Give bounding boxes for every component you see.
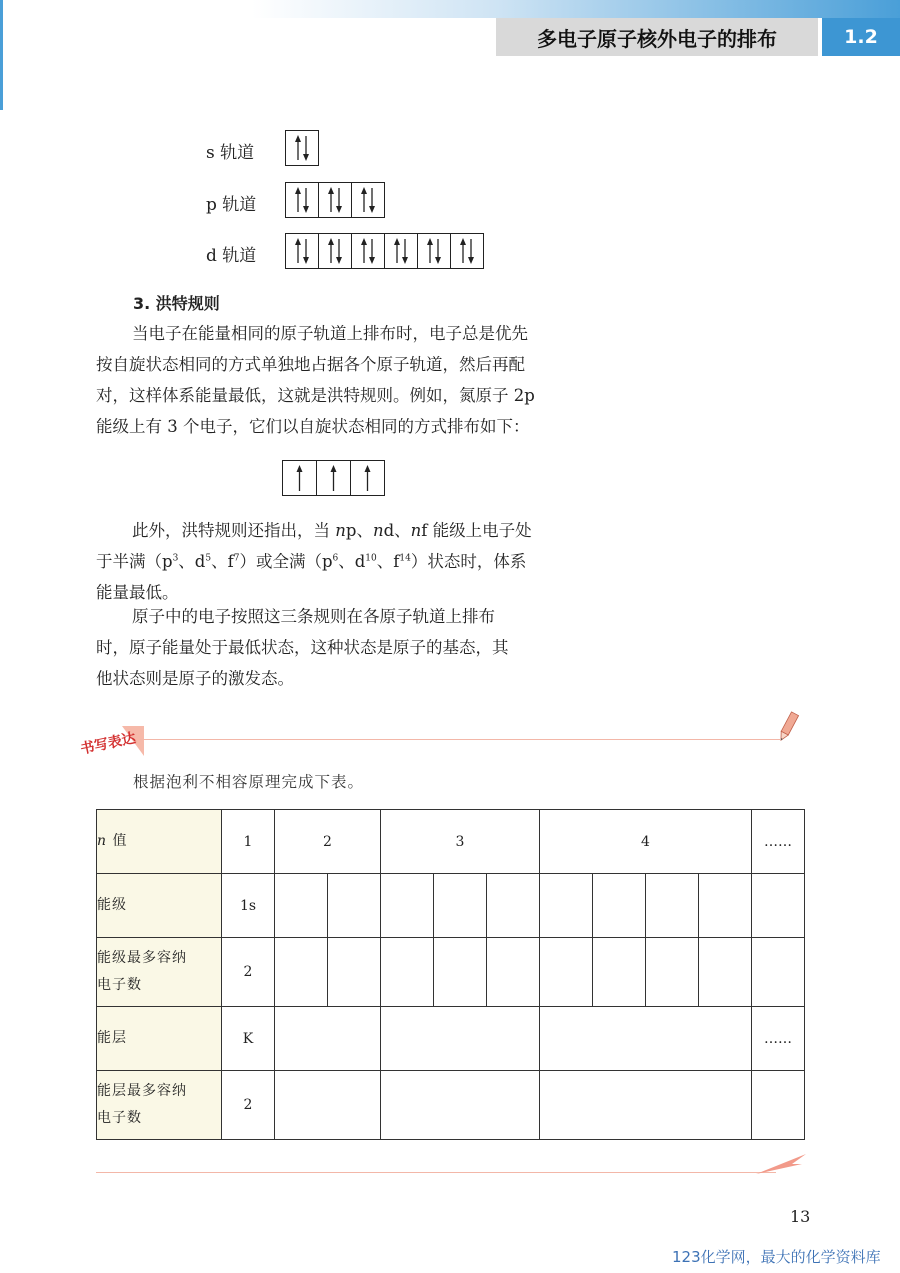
p-orbital-label: p 轨道 [206,195,257,215]
arrow-icon [756,1150,808,1176]
hund-paragraph-1 [96,318,576,442]
superscript: 6 [332,553,339,564]
text-span: p、 [345,521,373,540]
superscript: 3 [172,553,179,564]
text-span: ）状态时，体系 [410,552,527,571]
blank-cell[interactable] [381,938,434,1007]
section-heading: 3. 洪特规则 [133,294,220,313]
blank-cell[interactable] [540,1007,752,1071]
page-number: 13 [790,1207,811,1226]
shell-k-cell: K [222,1007,275,1071]
orbital-box-up-down [319,183,352,217]
shell-more-cell: …… [752,1007,805,1071]
s-orbital-label: s 轨道 [206,143,255,163]
blank-cell[interactable] [752,874,805,938]
text-span: 、d [178,552,206,571]
n-2-cell: 2 [275,810,381,874]
orbital-box-up [317,461,351,495]
text-span: 于半满（p [96,552,173,571]
header-line: 能层最多容纳 [97,1083,187,1099]
blank-cell[interactable] [434,874,487,938]
shell-max-k-cell: 2 [222,1071,275,1140]
top-gradient-bar [0,0,900,18]
table-row-n [97,810,805,874]
orbital-box-up-down [319,234,352,268]
blank-cell[interactable] [646,874,699,938]
blank-cell[interactable] [275,874,328,938]
table-row-level-max [97,938,805,1007]
orbital-box-up-down [286,234,319,268]
text-line [96,601,576,632]
text-span: 此外，洪特规则还指出，当 [132,521,336,540]
italic-n: n [97,833,108,849]
level-max-header [97,938,222,1007]
text-line [96,515,576,546]
text-span: d、 [383,521,411,540]
table-row-shell [97,1007,805,1071]
orbital-box-up-down [352,183,384,217]
blank-cell[interactable] [328,938,381,1007]
blank-cell[interactable] [540,874,593,938]
text-line [96,318,576,349]
text-line [96,546,576,577]
header-line: 能级最多容纳 [97,950,187,966]
text-span: ）或全满（p [239,552,333,571]
blank-cell[interactable] [434,938,487,1007]
text-line: 能量最低。 [96,583,179,602]
blank-cell[interactable] [487,874,540,938]
bottom-divider-line [96,1172,776,1173]
orbital-box-up-down [418,234,451,268]
superscript: 7 [233,553,240,564]
section-number: 1.2 [822,18,900,56]
orbital-box-up-down [352,234,385,268]
p-orbital-boxes [285,182,385,218]
orbital-box-up [283,461,317,495]
italic-n: n [372,521,384,540]
text-span: f 能级上电子处 [421,521,532,540]
blank-cell[interactable] [593,938,646,1007]
blank-cell[interactable] [540,938,593,1007]
blank-cell[interactable] [699,938,752,1007]
n-value-header [97,810,222,874]
header-line: 电子数 [97,1110,142,1126]
blank-cell[interactable] [381,1007,540,1071]
table-row-shell-max [97,1071,805,1140]
section-divider-line [140,739,780,740]
footer-watermark: 123化学网，最大的化学资料库 [672,1248,881,1266]
blank-cell[interactable] [540,1071,752,1140]
header-line: 电子数 [97,977,142,993]
level-max-1s-cell: 2 [222,938,275,1007]
text-span: 当电子在能量相同的原子轨道上排布时，电子总是优先 [132,324,528,343]
table-row-level [97,874,805,938]
blank-cell[interactable] [646,938,699,1007]
d-orbital-boxes [285,233,484,269]
blank-cell[interactable] [752,938,805,1007]
blank-cell[interactable] [699,874,752,938]
d-orbital-label: d 轨道 [206,246,257,266]
blank-cell[interactable] [328,874,381,938]
table-instruction: 根据泡利不相容原理完成下表。 [133,773,365,791]
text-span: 、f [376,552,400,571]
orbital-box-up [351,461,384,495]
superscript: 10 [365,553,377,564]
n-1-cell: 1 [222,810,275,874]
superscript: 14 [399,553,411,564]
level-1s-cell: 1s [222,874,275,938]
superscript: 5 [205,553,212,564]
left-accent-line [0,0,3,110]
text-line: 对，这样体系能量最低，这就是洪特规则。例如，氮原子 2p [96,386,535,405]
blank-cell[interactable] [381,874,434,938]
italic-n: n [335,521,346,540]
orbital-box-up-down [286,131,318,165]
orbital-box-up-down [451,234,483,268]
chapter-title: 多电子原子核外电子的排布 [496,18,818,56]
nitrogen-2p-boxes [282,460,385,496]
blank-cell[interactable] [593,874,646,938]
blank-cell[interactable] [275,1071,381,1140]
text-span: 、f [211,552,234,571]
text-line: 能级上有 3 个电子，它们以自旋状态相同的方式排布如下： [96,417,530,436]
blank-cell[interactable] [487,938,540,1007]
shell-max-header [97,1071,222,1140]
hund-paragraph-2 [96,515,576,608]
blank-cell[interactable] [275,1007,381,1071]
level-header: 能级 [97,874,222,938]
pauli-table [96,809,805,1140]
text-span: 、d [338,552,366,571]
text-line: 他状态则是原子的激发态。 [96,669,294,688]
header-text: 值 [107,833,128,849]
blank-cell[interactable] [752,1071,805,1140]
text-line: 时，原子能量处于最低状态，这种状态是原子的基态，其 [96,638,509,657]
shell-header: 能层 [97,1007,222,1071]
pencil-icon [776,710,800,744]
blank-cell[interactable] [275,938,328,1007]
s-orbital-boxes [285,130,319,166]
orbital-box-up-down [286,183,319,217]
italic-n: n [410,521,422,540]
n-4-cell: 4 [540,810,752,874]
orbital-box-up-down [385,234,418,268]
text-span: 原子中的电子按照这三条规则在各原子轨道上排布 [132,607,495,626]
n-3-cell: 3 [381,810,540,874]
n-more-cell: …… [752,810,805,874]
text-line: 按自旋状态相同的方式单独地占据各个原子轨道，然后再配 [96,355,525,374]
blank-cell[interactable] [381,1071,540,1140]
writing-badge-label: 书写表达 [79,730,138,758]
hund-paragraph-3 [96,601,576,694]
